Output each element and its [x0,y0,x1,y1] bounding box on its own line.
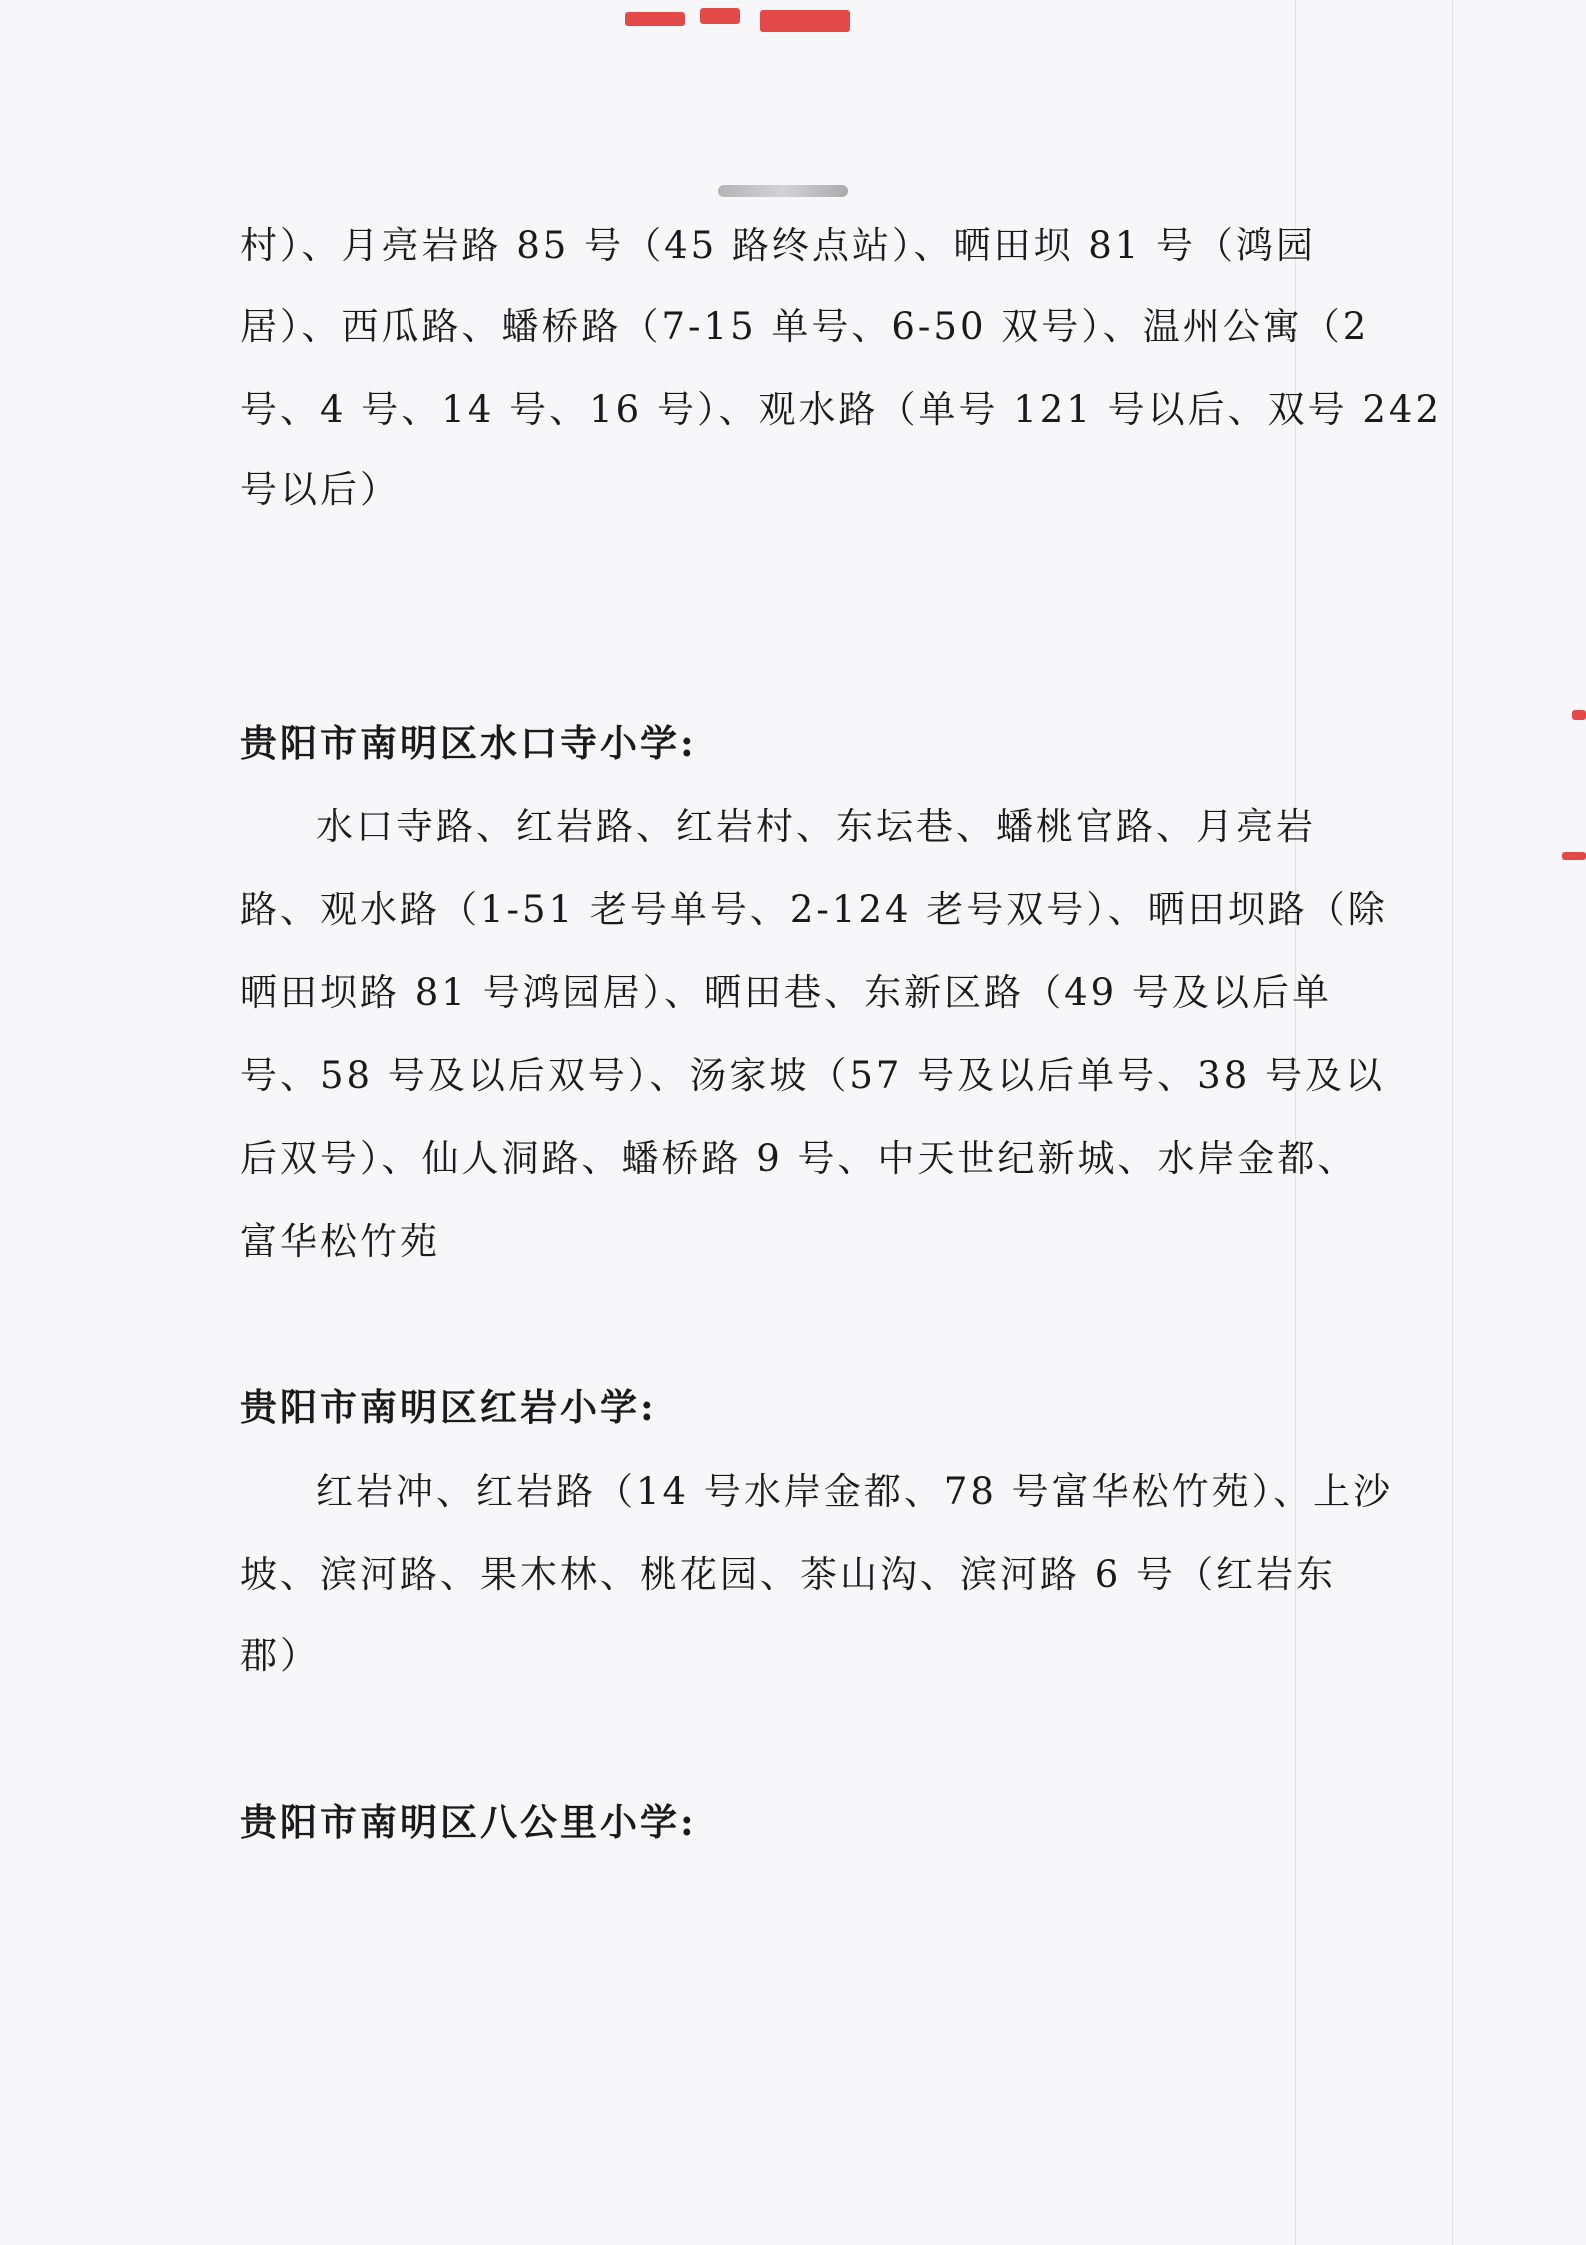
text-line: 晒田坝路 81 号鸿园居）、晒田巷、东新区路（49 号及以后单 [240,971,1332,1014]
text-line: 路、观水路（1-51 老号单号、2-124 老号双号）、晒田坝路（除 [240,888,1388,931]
text-line: 号、4 号、14 号、16 号）、观水路（单号 121 号以后、双号 242 [240,388,1443,431]
text-line: 水口寺路、红岩路、红岩村、东坛巷、蟠桃官路、月亮岩 [316,805,1316,848]
text-line: 号、58 号及以后双号）、汤家坡（57 号及以后单号、38 号及以 [240,1054,1386,1097]
section-heading: 贵阳市南明区水口寺小学: [240,721,697,765]
section-heading: 贵阳市南明区红岩小学: [240,1385,657,1429]
text-line: 号以后） [240,468,400,511]
scan-smudge [718,185,848,197]
red-seal-fragment [1572,710,1586,720]
text-line: 坡、滨河路、果木林、桃花园、茶山沟、滨河路 6 号（红岩东 [240,1553,1337,1596]
red-seal-fragment [760,10,850,32]
section-heading: 贵阳市南明区八公里小学: [240,1800,697,1844]
text-line: 郡） [240,1634,320,1677]
text-line: 红岩冲、红岩路（14 号水岸金都、78 号富华松竹苑）、上沙 [316,1470,1394,1513]
red-seal-fragment [1562,852,1586,860]
red-seal-fragment [700,8,740,24]
text-line: 后双号）、仙人洞路、蟠桥路 9 号、中天世纪新城、水岸金都、 [240,1137,1358,1180]
text-line: 村）、月亮岩路 85 号（45 路终点站）、晒田坝 81 号（鸿园 [240,224,1317,267]
scan-edge-line [1452,0,1453,2245]
text-line: 居）、西瓜路、蟠桥路（7-15 单号、6-50 双号）、温州公寓（2 [240,305,1370,348]
red-seal-fragment [625,12,685,26]
text-line: 富华松竹苑 [240,1220,440,1263]
